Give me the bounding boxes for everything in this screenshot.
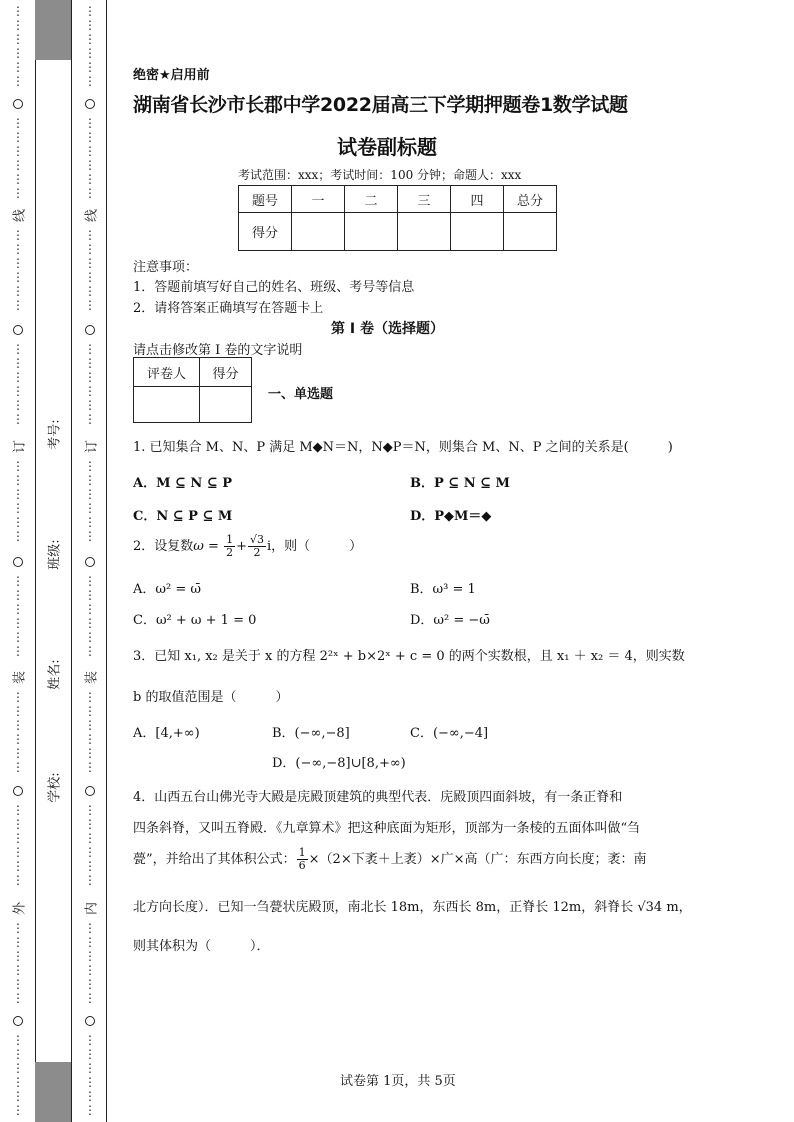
confidential-mark: 绝密★启用前 <box>133 68 210 83</box>
score-header-cell: 二 <box>345 186 398 213</box>
outer-dots-1: ⋮ ⋮ ⋮ ⋮ ⋮ ⋮ <box>12 4 24 88</box>
outer-circle-2 <box>13 325 23 335</box>
score-header-cell: 总分 <box>504 186 557 213</box>
grader-table <box>133 357 252 423</box>
grader-cell[interactable] <box>134 387 200 423</box>
inner-mark-ding: 订 <box>84 440 100 454</box>
inner-dots-1: ⋮ ⋮ ⋮ ⋮ ⋮ ⋮ <box>84 4 96 88</box>
inner-mark-zhuang: 装 <box>84 671 100 685</box>
question-3-option-b: B．(−∞,−8] <box>272 726 350 741</box>
omega-symbol: ω <box>193 539 204 554</box>
inner-dots-9: ⋮ ⋮ ⋮ ⋮ ⋮ ⋮ <box>84 921 96 1005</box>
question-1-stem: 1. 已知集合 M、N、P 满足 M◆N＝N，N◆P＝N，则集合 M、N、P 之间的关系是( ) <box>133 440 673 455</box>
part1-title: 第 I 卷（选择题） <box>331 321 444 337</box>
inner-dots-4: ⋮ ⋮ ⋮ ⋮ ⋮ ⋮ <box>84 342 96 426</box>
margin-band-bottom <box>35 1062 71 1122</box>
question-4-line2: 四条斜脊，又叫五脊殿．《九章算术》把这种底面为矩形，顶部为一条棱的五面体叫做“刍 <box>133 821 641 836</box>
inner-circle-3 <box>85 557 95 567</box>
outer-dots-4: ⋮ ⋮ ⋮ ⋮ ⋮ ⋮ <box>12 342 24 426</box>
outer-circle-1 <box>13 99 23 109</box>
score-header-cell: 三 <box>398 186 451 213</box>
question-4-line4: 北方向长度）．已知一刍甍状庑殿顶，南北长 18m，东西长 8m，正脊长 12m，斜脊长 √34 m， <box>133 900 692 915</box>
question-1-option-c: C．N ⊆ P ⊆ M <box>133 509 233 524</box>
inner-mark-xian: 线 <box>84 209 100 223</box>
question-1-option-a: A．M ⊆ N ⊆ P <box>133 476 233 491</box>
inner-dots-8: ⋮ ⋮ ⋮ ⋮ ⋮ ⋮ <box>84 803 96 887</box>
question-4-line5: 则其体积为（ ）． <box>133 939 270 954</box>
score-cell[interactable] <box>292 213 345 251</box>
inner-dots-7: ⋮ ⋮ ⋮ ⋮ ⋮ ⋮ <box>84 690 96 774</box>
inner-dots-3: ⋮ ⋮ ⋮ ⋮ ⋮ ⋮ <box>84 228 96 312</box>
inner-circle-2 <box>85 325 95 335</box>
label-class: 班级: <box>47 539 63 570</box>
fraction-one-sixth: $\frac{1}{6}$ <box>298 846 306 872</box>
outer-mark-xian: 线 <box>12 209 28 223</box>
section-single-choice: 一、单选题 <box>268 387 334 402</box>
outer-mark-zhuang: 装 <box>12 671 28 685</box>
question-2-option-d: D．ω² = −ω̄ <box>410 613 490 628</box>
inner-dots-5: ⋮ ⋮ ⋮ ⋮ ⋮ ⋮ <box>84 459 96 543</box>
outer-mark-ding: 订 <box>12 440 28 454</box>
outer-dots-7: ⋮ ⋮ ⋮ ⋮ ⋮ ⋮ <box>12 690 24 774</box>
question-3-option-a: A．[4,+∞) <box>133 726 200 741</box>
fraction-one-half: $\frac{1}{2}$ <box>226 533 234 559</box>
question-4-line3 <box>133 845 647 875</box>
grader-header-cell: 评卷人 <box>134 358 200 387</box>
outer-circle-5 <box>13 1016 23 1026</box>
question-1-option-d: D．P◆M＝◆ <box>410 509 492 524</box>
margin-line-1 <box>35 0 36 1122</box>
question-4-line3-prefix: 甍”，并给出了其体积公式： <box>133 852 296 867</box>
grader-header-cell: 得分 <box>200 358 252 387</box>
margin-line-3 <box>106 0 107 1122</box>
margin-line-2 <box>71 0 72 1122</box>
question-2-option-a: A．ω² = ω̄ <box>133 582 201 597</box>
score-cell[interactable] <box>504 213 557 251</box>
question-3-stem-line2: b 的取值范围是（ ） <box>133 690 289 705</box>
label-school: 学校: <box>47 772 63 803</box>
inner-circle-5 <box>85 1016 95 1026</box>
outer-circle-3 <box>13 557 23 567</box>
page-title: 湖南省长沙市长郡中学2022届高三下学期押题卷1数学试题 <box>133 94 628 116</box>
question-3-option-c: C．(−∞,−4] <box>410 726 489 741</box>
score-header-cell: 一 <box>292 186 345 213</box>
outer-dots-3: ⋮ ⋮ ⋮ ⋮ ⋮ ⋮ <box>12 228 24 312</box>
label-name: 姓名: <box>47 659 63 690</box>
question-2-option-c: C．ω² + ω + 1 = 0 <box>133 613 257 628</box>
score-header-cell: 四 <box>451 186 504 213</box>
question-3-option-d: D．(−∞,−8]∪[8,+∞) <box>272 756 406 771</box>
outer-dots-2: ⋮ ⋮ ⋮ ⋮ ⋮ ⋮ <box>12 116 24 200</box>
question-2-stem: 2．设复数ω = $\frac{1}{2}$ + $\frac{√3}{2}$ i，则（ ） <box>133 533 363 559</box>
page-subtitle: 试卷副标题 <box>337 135 437 159</box>
margin-band-top <box>35 0 71 60</box>
outer-dots-8: ⋮ ⋮ ⋮ ⋮ ⋮ ⋮ <box>12 803 24 887</box>
question-3-stem-line1: 3．已知 x₁, x₂ 是关于 x 的方程 2²ˣ + b×2ˣ + c = 0 的两个实数根，且 x₁ ＋ x₂ ＝ 4，则实数 <box>133 649 685 664</box>
notes-item: 2．请将答案正确填写在答题卡上 <box>133 301 324 316</box>
part1-description: 请点击修改第 I 卷的文字说明 <box>133 343 303 358</box>
question-2-stem-suffix: ，则（ ） <box>271 539 363 554</box>
exam-info: 考试范围：xxx；考试时间：100 分钟；命题人：xxx <box>238 168 522 182</box>
inner-dots-2: ⋮ ⋮ ⋮ ⋮ ⋮ ⋮ <box>84 116 96 200</box>
question-2-stem-prefix: 2．设复数 <box>133 539 194 554</box>
score-table <box>238 185 557 251</box>
inner-dots-10: ⋮ ⋮ ⋮ ⋮ ⋮ ⋮ <box>84 1033 96 1117</box>
question-1-option-b: B．P ⊆ N ⊆ M <box>410 476 510 491</box>
question-4-line1: 4．山西五台山佛光寺大殿是庑殿顶建筑的典型代表．庑殿顶四面斜坡，有一条正脊和 <box>133 790 623 805</box>
outer-mark-wai: 外 <box>12 902 28 916</box>
label-exam-number: 考号: <box>47 419 63 450</box>
inner-mark-nei: 内 <box>84 902 100 916</box>
outer-dots-10: ⋮ ⋮ ⋮ ⋮ ⋮ ⋮ <box>12 1033 24 1117</box>
score-header-cell: 题号 <box>239 186 292 213</box>
outer-dots-9: ⋮ ⋮ ⋮ ⋮ ⋮ ⋮ <box>12 921 24 1005</box>
notes-item: 1．答题前填写好自己的姓名、班级、考号等信息 <box>133 280 415 295</box>
inner-circle-1 <box>85 99 95 109</box>
inner-circle-4 <box>85 786 95 796</box>
question-2-option-b: B．ω³ = 1 <box>410 582 476 597</box>
grader-cell[interactable] <box>200 387 252 423</box>
score-cell[interactable] <box>345 213 398 251</box>
score-cell[interactable] <box>451 213 504 251</box>
score-row-label: 得分 <box>239 213 292 251</box>
fraction-sqrt3-half: $\frac{√3}{2}$ <box>249 533 264 559</box>
outer-circle-4 <box>13 786 23 796</box>
outer-dots-6: ⋮ ⋮ ⋮ ⋮ ⋮ ⋮ <box>12 574 24 658</box>
score-cell[interactable] <box>398 213 451 251</box>
notes-heading: 注意事项： <box>133 260 199 275</box>
question-4-line3-suffix: ×（2×下袤＋上袤）×广×高（广：东西方向长度；袤：南 <box>308 852 647 867</box>
inner-dots-6: ⋮ ⋮ ⋮ ⋮ ⋮ ⋮ <box>84 574 96 658</box>
page-footer: 试卷第 1页，共 5页 <box>340 1074 456 1089</box>
outer-dots-5: ⋮ ⋮ ⋮ ⋮ ⋮ ⋮ <box>12 459 24 543</box>
